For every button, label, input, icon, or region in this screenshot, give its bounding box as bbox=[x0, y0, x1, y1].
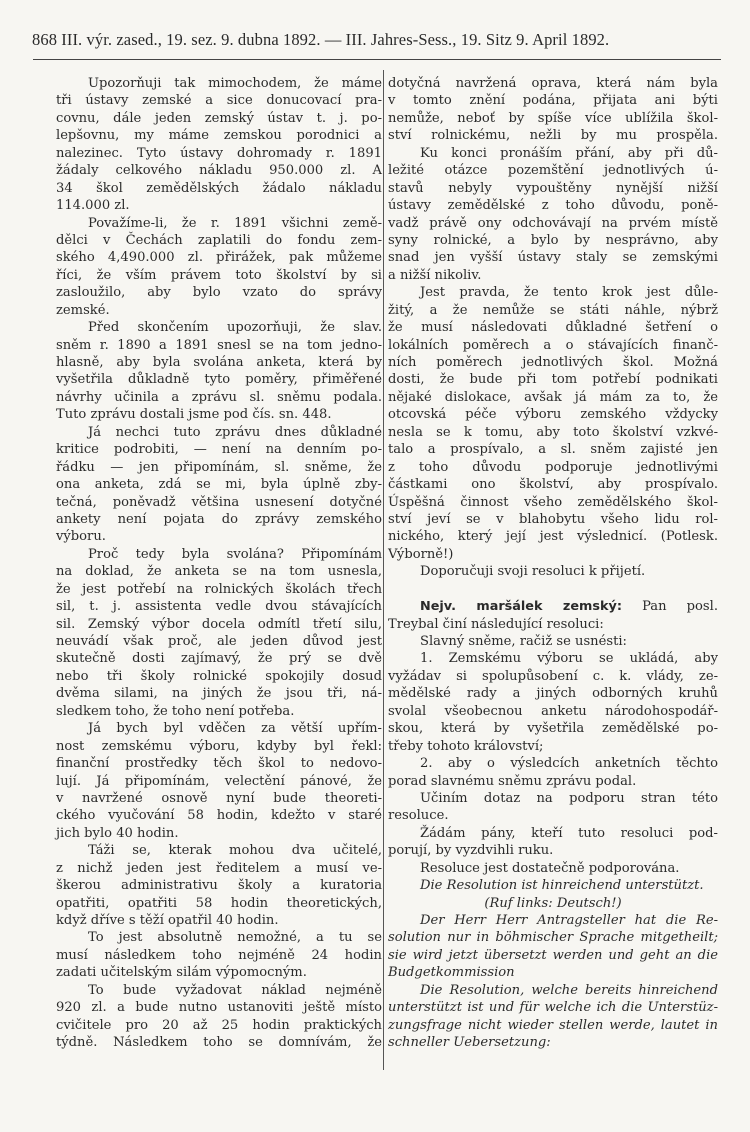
text-line: ckého vyučování 58 hodin, kdežto v staré bbox=[56, 808, 382, 824]
text-line: Učiním dotaz na podporu stran této bbox=[420, 790, 718, 806]
text-line: musí následkem toho nejméně 24 hodin bbox=[56, 947, 382, 963]
column-divider bbox=[383, 70, 384, 1070]
text-line: kritice podrobiti, — není na denním po- bbox=[56, 442, 382, 458]
text-line: (Ruf links: Deutsch!) bbox=[484, 895, 622, 911]
text-line: Resoluce jest dostatečně podporována. bbox=[420, 860, 680, 876]
text-line: resoluce. bbox=[388, 808, 449, 824]
text-line: neuvádí však proč, ale jeden důvod jest bbox=[56, 634, 382, 649]
text-line: z nichž jeden jest ředitelem a musí ve- bbox=[56, 860, 382, 876]
text-line: skutečně dosti zajímavý, že prý se dvě bbox=[56, 651, 382, 667]
text-line: stavů nebyly vypouštěny nynější nižší bbox=[388, 180, 718, 196]
text-line: 114.000 zl. bbox=[56, 198, 130, 214]
text-line: dvěma silami, na jiných že jsou tři, ná- bbox=[56, 686, 382, 702]
right-column bbox=[388, 75, 718, 1052]
text-line: Táži se, kterak mohou dva učitelé, bbox=[88, 843, 382, 859]
text-line: Jest pravda, že tento krok jest důle- bbox=[420, 285, 718, 301]
text-line: cvičitele pro 20 až 25 hodin praktických bbox=[56, 1017, 382, 1033]
text-line: zasloužilo, aby bylo vzato do správy bbox=[56, 285, 382, 301]
speaker-name: Nejv. maršálek zemský: bbox=[420, 599, 622, 615]
text-line: Žádám pány, kteří tuto resoluci pod- bbox=[420, 825, 718, 841]
text-line: Der Herr Herr Antragsteller hat die Re- bbox=[420, 913, 718, 928]
text-line: sledkem toho, že toho není potřeba. bbox=[56, 703, 295, 719]
text-line: 920 zl. a bude nutno ustanoviti ještě místo bbox=[56, 1000, 382, 1016]
text-line: Úspěšná činnost všeho zemědělského škol- bbox=[388, 494, 718, 510]
text-line: zadati učitelským silám výpomocným. bbox=[56, 965, 307, 981]
text-line: ležité otázce pozemštění jednotlivých ú- bbox=[388, 163, 718, 179]
text-line: v tomto znění podána, přijata ani býti bbox=[388, 93, 718, 109]
text-line: Považíme-li, že r. 1891 všichni země- bbox=[88, 215, 382, 231]
text-line: nalezinec. Tyto ústavy dohromady r. 1891 bbox=[56, 145, 382, 161]
text-line: ona anketa, zdá se mi, byla úplně zby- bbox=[56, 477, 382, 493]
text-line: finanční prostředky těch škol to nedovo- bbox=[56, 756, 382, 772]
left-column bbox=[56, 75, 382, 1052]
text-line: nesla se k tomu, aby toto školství vzkvé- bbox=[388, 424, 718, 440]
text-line: a nižší nikoliv. bbox=[388, 267, 482, 283]
text-line: Upozorňuji tak mimochodem, že máme bbox=[88, 76, 382, 91]
text-line: porad slavnému sněmu zprávu podal. bbox=[388, 773, 637, 789]
text-line: řádku — jen připomínám, sl. sněme, že bbox=[56, 459, 382, 475]
text-line: 34 škol zemědělských žádalo nákladu bbox=[56, 180, 382, 196]
text-line bbox=[388, 598, 718, 615]
text-line: skou, která by vyšetřila zemědělské po- bbox=[388, 721, 718, 737]
text-line: vyžádav si spolupůsobení c. k. vlády, ze- bbox=[388, 668, 718, 684]
text-line: že musí následovati důkladné šetření o bbox=[388, 320, 718, 336]
text-line: částkami ono školství, aby prospívalo. bbox=[388, 477, 718, 493]
text-line: ství rolnickému, nežli by mu prospěla. bbox=[388, 128, 718, 144]
text-line: Já nechci tuto zprávu dnes důkladné bbox=[88, 424, 382, 440]
text-line: snad jen vyšší ústavy staly se zemskými bbox=[388, 250, 718, 266]
text-line: unterstützt ist und für welche ich die Unterstüz- bbox=[388, 1000, 718, 1016]
text-line: porují, by vyzdvihli ruku. bbox=[388, 843, 554, 859]
text-line: že jest potřebí na rolnických školách třech bbox=[56, 581, 382, 597]
text-line: tečná, poněvadž většina usnesení dotyčné bbox=[56, 494, 382, 510]
text-line: syny rolnické, a bylo by nesprávno, aby bbox=[388, 232, 718, 248]
blank-line bbox=[388, 581, 718, 598]
page-header: 868 III. výr. zased., 19. sez. 9. dubna 1892. — III. Jahres-Sess., 19. Sitz 9. April 1892. bbox=[32, 30, 610, 49]
text-line: solution nur in böhmischer Sprache mitgetheilt; bbox=[388, 930, 718, 946]
text-line: To jest absolutně nemožné, a tu se bbox=[88, 930, 382, 946]
text-line: mědělské rady a jiných odborných kruhů bbox=[388, 686, 718, 702]
text-line: hlasně, aby byla svolána anketa, která by bbox=[56, 355, 382, 370]
text-line: Před skončením upozorňuji, že slav. bbox=[88, 320, 382, 336]
text-line: talo a prospívalo, a sl. sněm zajisté jen bbox=[388, 442, 718, 458]
header-rule bbox=[33, 59, 721, 60]
text-line: nost zemskému výboru, kdyby byl řekl: bbox=[56, 738, 382, 754]
text-line: dělci v Čechách zaplatili do fondu zem- bbox=[56, 232, 382, 248]
text-line: Treybal činí následující resoluci: bbox=[388, 616, 604, 632]
text-line: zungsfrage nicht wieder stellen werde, lautet in bbox=[388, 1017, 718, 1033]
text-line: ních poměrech jednotlivých škol. Možná bbox=[388, 355, 718, 370]
text-line: ství jeví se v blahobytu všeho lidu rol- bbox=[388, 511, 718, 527]
text-line: Die Resolution ist hinreichend unterstützt. bbox=[420, 878, 704, 894]
text-line: dosti, že bude při tom potřebí podnikati bbox=[388, 372, 718, 388]
text-line: To bude vyžadovat náklad nejméně bbox=[88, 982, 382, 998]
text-line: Die Resolution, welche bereits hinreichend bbox=[420, 982, 718, 998]
text-line: sněm r. 1890 a 1891 snesl se na tom jedno- bbox=[56, 337, 382, 353]
text-line: ankety není pojata do zprávy zemského bbox=[56, 511, 382, 527]
text-line: Doporučuji svoji resoluci k přijetí. bbox=[420, 564, 646, 580]
text-line: sie wird jetzt übersetzt werden und geht an die bbox=[388, 947, 718, 963]
text-line: třeby tohoto království; bbox=[388, 738, 544, 754]
text-line: svolal všeobecnou anketu národohospodář- bbox=[388, 703, 718, 719]
text-line: ústavy zemědělské z toho důvodu, poně- bbox=[388, 198, 718, 214]
text-line: sil. Zemský výbor docela odmítl třetí silu, bbox=[56, 616, 382, 632]
text-line: v navržené osnově nyní bude theoreti- bbox=[56, 790, 382, 806]
text-line: covnu, dále jeden zemský ústav t. j. po- bbox=[56, 110, 382, 126]
text-line: Proč tedy byla svolána? Připomínám bbox=[88, 546, 382, 562]
text-line: nemůže, neboť by spíše více ublížila škol- bbox=[388, 110, 718, 126]
text-line: týdně. Následkem toho se domnívám, že bbox=[56, 1035, 382, 1051]
text-line: Ku konci pronáším přání, aby při dů- bbox=[420, 145, 718, 161]
text-line: otcovská péče výboru zemského vždycky bbox=[388, 407, 718, 423]
text-line: vadž právě ony odchovávají na prvém místě bbox=[388, 215, 718, 231]
text-line: Budgetkommission bbox=[388, 965, 515, 981]
text-line: tři ústavy zemské a sice donucovací pra- bbox=[56, 93, 382, 109]
text-line: na doklad, že anketa se na tom usnesla, bbox=[56, 564, 382, 580]
text-line: říci, že vším právem toto školství by si bbox=[56, 267, 382, 283]
text-line: nického, který její jest výslednicí. (Potlesk. bbox=[388, 529, 718, 545]
text-line: jich bylo 40 hodin. bbox=[56, 825, 179, 841]
text-line: zemské. bbox=[56, 302, 110, 318]
text-line: nějaké dislokace, avšak já mám za to, že bbox=[388, 389, 718, 405]
text-line: návrhy učinila a zprávu sl. sněmu podala. bbox=[56, 389, 382, 405]
text-line: Výborně!) bbox=[388, 546, 454, 562]
text-line: nebo tři školy rolnické spokojily dosud bbox=[56, 668, 382, 684]
text-line: vyšetřila důkladně tyto poměry, přiměřené bbox=[56, 372, 382, 388]
text-line: žitý, a že nemůže se státi náhle, nýbrž bbox=[388, 302, 718, 318]
text-line: výboru. bbox=[56, 529, 106, 545]
text-line: když dříve s těží opatřil 40 hodin. bbox=[56, 913, 279, 928]
text-line: škerou administrativu školy a kuratoria bbox=[56, 878, 382, 894]
text-line: z toho důvodu podporuje jednotlivými bbox=[388, 459, 718, 475]
text-line: Slavný sněme, račiž se usnésti: bbox=[420, 634, 627, 649]
speaker-text: Pan posl. bbox=[621, 599, 718, 615]
text-line: Tuto zprávu dostali jsme pod čís. sn. 448. bbox=[56, 407, 332, 423]
text-line: Já bych byl vděčen za větší upřím- bbox=[88, 721, 382, 737]
text-line: lují. Já připomínám, velectění pánové, že bbox=[56, 773, 382, 789]
text-line: lokálních poměrech a o stávajících finanč- bbox=[388, 337, 718, 353]
text-line: opatřiti, opatřiti 58 hodin theoretických, bbox=[56, 895, 382, 911]
text-line: sil, t. j. assistenta vedle dvou stávajících bbox=[56, 599, 382, 615]
text-line: dotyčná navržená oprava, která nám byla bbox=[388, 76, 718, 91]
text-line: 2. aby o výsledcích anketních těchto bbox=[420, 756, 718, 772]
text-line: žádaly celkového nákladu 950.000 zl. A bbox=[56, 163, 382, 179]
text-line: schneller Uebersetzung: bbox=[388, 1035, 551, 1051]
text-line: ského 4,490.000 zl. přirážek, pak můžeme bbox=[56, 250, 382, 266]
text-line: 1. Zemskému výboru se ukládá, aby bbox=[420, 651, 718, 667]
text-line: lepšovnu, my máme zemskou porodnici a bbox=[56, 128, 382, 144]
